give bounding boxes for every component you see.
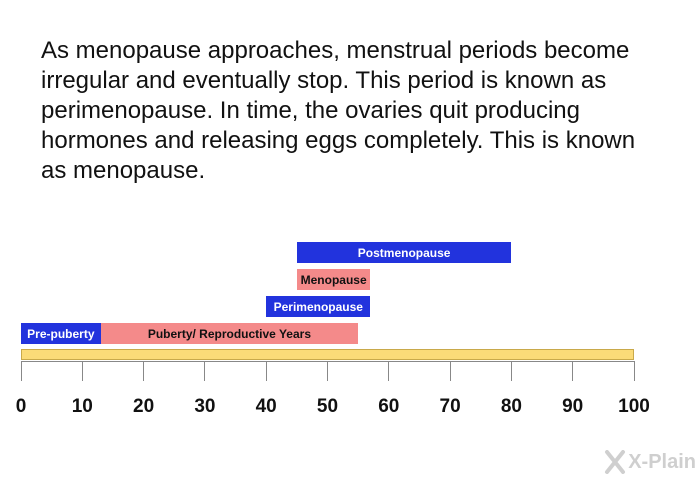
xplain-watermark [604, 450, 696, 474]
intro-paragraph: As menopause approaches, menstrual periods become irregular and eventually stop. This period is known as perimenopause. In time, the ovaries quit producing hormones and releasing eggs completely. This is known as menopause. [41, 37, 636, 184]
stage-menopause-bar [297, 269, 371, 290]
stage-label: Pre-puberty [27, 326, 95, 341]
axis-tick-label: 70 [439, 396, 461, 417]
stage-label: Perimenopause [273, 299, 363, 314]
axis-tick-label: 10 [71, 396, 93, 417]
axis-tick [21, 361, 22, 381]
stage-pre-puberty-bar [21, 323, 101, 344]
axis-tick [572, 361, 573, 381]
axis-tick [634, 361, 635, 381]
axis-tick [388, 361, 389, 381]
axis-tick [204, 361, 205, 381]
axis-tick [450, 361, 451, 381]
stage-label: Postmenopause [357, 245, 451, 260]
watermark-text: X-Plain [628, 450, 696, 473]
axis-tick-label: 90 [562, 396, 584, 417]
axis-tick-label: 20 [133, 396, 155, 417]
stage-puberty-reproductive-years-bar [101, 323, 358, 344]
axis-tick-label: 40 [255, 396, 277, 417]
stage-perimenopause-bar [266, 296, 370, 317]
axis-tick-label: 50 [316, 396, 339, 417]
axis-tick [511, 361, 512, 381]
axis-tick-label: 100 [618, 396, 650, 417]
axis-tick-label: 0 [15, 396, 27, 417]
axis-tick-label: 30 [194, 396, 216, 417]
xplain-logo-icon [604, 450, 626, 474]
axis-tick [327, 361, 328, 381]
stage-label: Menopause [300, 272, 367, 287]
stage-label: Puberty/ Reproductive Years [147, 326, 311, 341]
axis-tick-label: 80 [500, 396, 522, 417]
axis-tick [143, 361, 144, 381]
age-axis-bar [21, 349, 634, 360]
axis-tick [266, 361, 267, 381]
axis-tick-label: 60 [378, 396, 400, 417]
axis-tick [82, 361, 83, 381]
stage-postmenopause-bar [297, 242, 512, 263]
